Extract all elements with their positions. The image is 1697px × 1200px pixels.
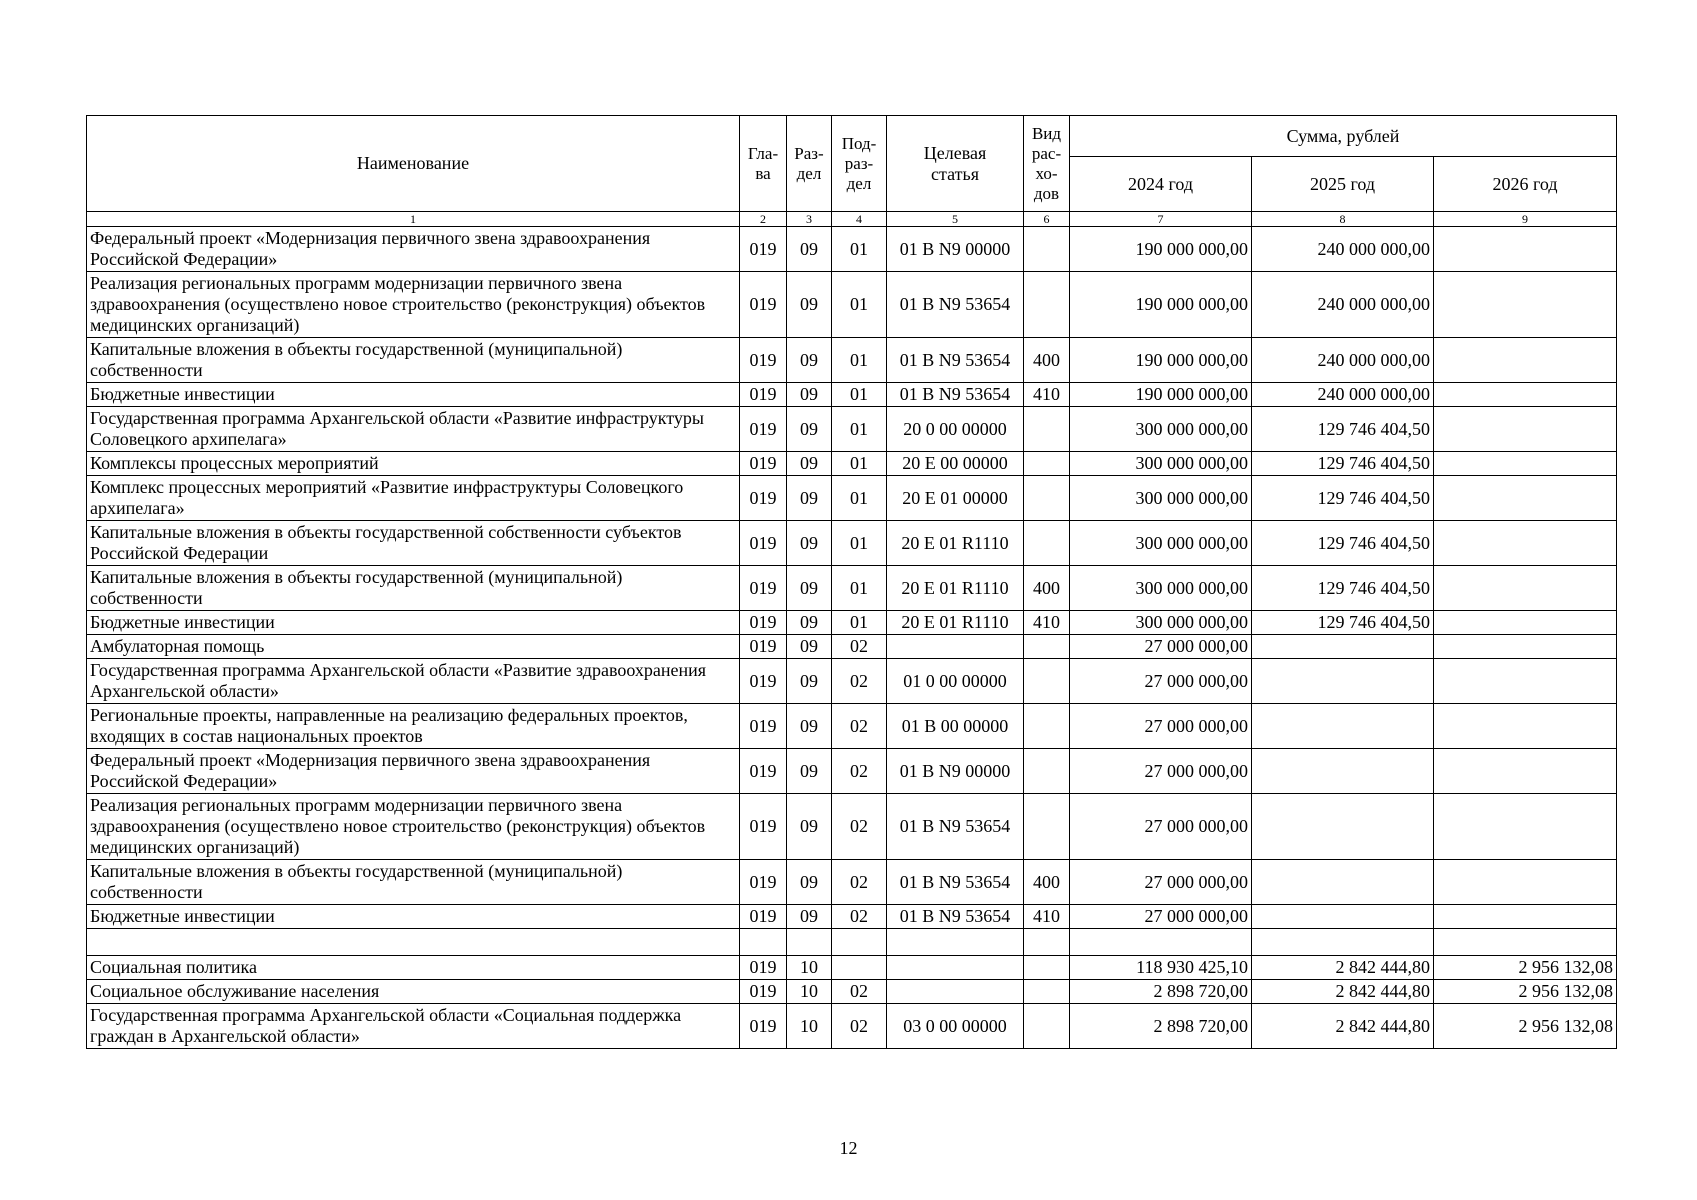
row-sum-2025: 2 842 444,80: [1252, 980, 1434, 1004]
row-sum-2026: [1434, 272, 1617, 338]
row-name: Государственная программа Архангельской области «Развитие здравоохранения Архангельской области»: [87, 659, 740, 704]
row-razdel: 09: [787, 749, 832, 794]
table-row: [87, 659, 1617, 704]
row-celevaya-statya: [887, 956, 1024, 980]
row-sum-2025: 129 746 404,50: [1252, 566, 1434, 611]
row-vid-rashodov: [1024, 635, 1070, 659]
table-row: [87, 956, 1617, 980]
row-sum-2024: 190 000 000,00: [1070, 338, 1252, 383]
row-name: Федеральный проект «Модернизация первичного звена здравоохранения Российской Федерации»: [87, 749, 740, 794]
table-row: [87, 1004, 1617, 1049]
row-celevaya-statya: 01 В 00 00000: [887, 704, 1024, 749]
table-row: [87, 272, 1617, 338]
row-razdel: 09: [787, 383, 832, 407]
row-podrazdel: 02: [832, 860, 887, 905]
row-razdel: 10: [787, 980, 832, 1004]
row-sum-2026: [1434, 929, 1617, 956]
column-number: 6: [1024, 212, 1070, 227]
row-glava: 019: [740, 980, 787, 1004]
row-name: Реализация региональных программ модернизации первичного звена здравоохранения (осуществлено новое строительство (реконструкция) объектов медицинских организаций): [87, 794, 740, 860]
row-sum-2024: 2 898 720,00: [1070, 1004, 1252, 1049]
row-podrazdel: 01: [832, 383, 887, 407]
row-podrazdel: 01: [832, 227, 887, 272]
header-razdel: Раз- дел: [787, 116, 832, 212]
row-celevaya-statya: 03 0 00 00000: [887, 1004, 1024, 1049]
row-sum-2025: [1252, 749, 1434, 794]
table-row: [87, 383, 1617, 407]
row-vid-rashodov: 410: [1024, 383, 1070, 407]
row-sum-2026: 2 956 132,08: [1434, 956, 1617, 980]
header-2025: 2025 год: [1252, 157, 1434, 212]
budget-table: [86, 115, 1617, 1049]
row-sum-2025: [1252, 794, 1434, 860]
row-celevaya-statya: [887, 929, 1024, 956]
row-glava: 019: [740, 452, 787, 476]
row-vid-rashodov: [1024, 476, 1070, 521]
table-row: [87, 452, 1617, 476]
header-podrazdel: Под- раз- дел: [832, 116, 887, 212]
row-podrazdel: 01: [832, 611, 887, 635]
row-podrazdel: 01: [832, 272, 887, 338]
row-glava: 019: [740, 749, 787, 794]
row-glava: 019: [740, 905, 787, 929]
row-podrazdel: 02: [832, 704, 887, 749]
row-glava: 019: [740, 227, 787, 272]
row-sum-2025: 240 000 000,00: [1252, 383, 1434, 407]
row-sum-2024: 2 898 720,00: [1070, 980, 1252, 1004]
row-vid-rashodov: [1024, 956, 1070, 980]
table-row: [87, 929, 1617, 956]
row-sum-2026: [1434, 566, 1617, 611]
row-razdel: 10: [787, 956, 832, 980]
row-sum-2025: [1252, 905, 1434, 929]
row-celevaya-statya: [887, 635, 1024, 659]
row-glava: [740, 929, 787, 956]
row-sum-2026: [1434, 227, 1617, 272]
row-name: Бюджетные инвестиции: [87, 611, 740, 635]
table-row: [87, 980, 1617, 1004]
row-celevaya-statya: 20 Е 01 R1110: [887, 611, 1024, 635]
row-vid-rashodov: 400: [1024, 338, 1070, 383]
row-sum-2025: [1252, 659, 1434, 704]
row-glava: 019: [740, 704, 787, 749]
row-name: Федеральный проект «Модернизация первичного звена здравоохранения Российской Федерации»: [87, 227, 740, 272]
row-sum-2026: [1434, 749, 1617, 794]
row-podrazdel: 01: [832, 407, 887, 452]
row-vid-rashodov: 410: [1024, 905, 1070, 929]
table-row: [87, 476, 1617, 521]
row-glava: 019: [740, 635, 787, 659]
row-sum-2026: [1434, 338, 1617, 383]
column-number: 1: [87, 212, 740, 227]
row-sum-2024: 300 000 000,00: [1070, 452, 1252, 476]
row-vid-rashodov: 410: [1024, 611, 1070, 635]
row-razdel: 09: [787, 338, 832, 383]
row-glava: 019: [740, 794, 787, 860]
row-sum-2025: 129 746 404,50: [1252, 521, 1434, 566]
row-name: Комплексы процессных мероприятий: [87, 452, 740, 476]
row-razdel: 09: [787, 452, 832, 476]
row-podrazdel: 02: [832, 659, 887, 704]
row-sum-2026: [1434, 476, 1617, 521]
table-body: [87, 227, 1617, 1049]
row-name: Амбулаторная помощь: [87, 635, 740, 659]
row-sum-2026: [1434, 794, 1617, 860]
row-name: Бюджетные инвестиции: [87, 383, 740, 407]
table-row: [87, 611, 1617, 635]
row-podrazdel: 02: [832, 1004, 887, 1049]
row-sum-2024: 300 000 000,00: [1070, 611, 1252, 635]
header-vid: Вид рас- хо- дов: [1024, 116, 1070, 212]
row-name: Социальная политика: [87, 956, 740, 980]
column-number-row: [87, 212, 1617, 227]
row-podrazdel: [832, 929, 887, 956]
page-number: 12: [839, 1138, 858, 1158]
row-sum-2026: [1434, 521, 1617, 566]
row-sum-2024: 118 930 425,10: [1070, 956, 1252, 980]
row-sum-2025: 240 000 000,00: [1252, 227, 1434, 272]
row-vid-rashodov: [1024, 227, 1070, 272]
row-sum-2024: 300 000 000,00: [1070, 476, 1252, 521]
row-sum-2024: 300 000 000,00: [1070, 566, 1252, 611]
row-podrazdel: [832, 956, 887, 980]
row-vid-rashodov: [1024, 659, 1070, 704]
row-name: Капитальные вложения в объекты государственной собственности субъектов Российской Федерации: [87, 521, 740, 566]
row-name: Государственная программа Архангельской области «Развитие инфраструктуры Соловецкого архипелага»: [87, 407, 740, 452]
table-row: [87, 407, 1617, 452]
row-glava: 019: [740, 956, 787, 980]
row-sum-2024: 300 000 000,00: [1070, 521, 1252, 566]
row-vid-rashodov: [1024, 980, 1070, 1004]
row-razdel: 09: [787, 227, 832, 272]
row-sum-2024: 27 000 000,00: [1070, 635, 1252, 659]
row-sum-2025: 129 746 404,50: [1252, 407, 1434, 452]
row-name: Реализация региональных программ модернизации первичного звена здравоохранения (осуществлено новое строительство (реконструкция) объектов медицинских организаций): [87, 272, 740, 338]
column-number: 2: [740, 212, 787, 227]
row-sum-2025: 2 842 444,80: [1252, 1004, 1434, 1049]
row-razdel: 09: [787, 566, 832, 611]
row-glava: 019: [740, 566, 787, 611]
row-celevaya-statya: 01 В N9 53654: [887, 860, 1024, 905]
row-name: Государственная программа Архангельской области «Социальная поддержка граждан в Архангельской области»: [87, 1004, 740, 1049]
row-sum-2025: 129 746 404,50: [1252, 452, 1434, 476]
row-sum-2024: 27 000 000,00: [1070, 704, 1252, 749]
row-celevaya-statya: 01 В N9 53654: [887, 338, 1024, 383]
row-podrazdel: 02: [832, 905, 887, 929]
row-razdel: 09: [787, 407, 832, 452]
row-podrazdel: 01: [832, 566, 887, 611]
row-glava: 019: [740, 338, 787, 383]
row-sum-2025: 129 746 404,50: [1252, 611, 1434, 635]
row-glava: 019: [740, 383, 787, 407]
row-name: Капитальные вложения в объекты государственной (муниципальной) собственности: [87, 860, 740, 905]
row-name: Социальное обслуживание населения: [87, 980, 740, 1004]
column-number: 5: [887, 212, 1024, 227]
row-sum-2025: 129 746 404,50: [1252, 476, 1434, 521]
row-sum-2026: 2 956 132,08: [1434, 980, 1617, 1004]
row-vid-rashodov: 400: [1024, 860, 1070, 905]
row-sum-2024: 27 000 000,00: [1070, 659, 1252, 704]
row-sum-2026: [1434, 407, 1617, 452]
row-vid-rashodov: [1024, 929, 1070, 956]
table-row: [87, 860, 1617, 905]
row-razdel: 09: [787, 704, 832, 749]
row-glava: 019: [740, 860, 787, 905]
row-podrazdel: 01: [832, 338, 887, 383]
row-sum-2026: [1434, 452, 1617, 476]
header-celevaya: Целевая статья: [887, 116, 1024, 212]
row-sum-2026: [1434, 704, 1617, 749]
row-name: Бюджетные инвестиции: [87, 905, 740, 929]
row-celevaya-statya: [887, 980, 1024, 1004]
row-vid-rashodov: 400: [1024, 566, 1070, 611]
row-sum-2024: 190 000 000,00: [1070, 383, 1252, 407]
table-row: [87, 227, 1617, 272]
row-name: [87, 929, 740, 956]
row-name: Капитальные вложения в объекты государственной (муниципальной) собственности: [87, 338, 740, 383]
row-sum-2026: [1434, 860, 1617, 905]
row-celevaya-statya: 20 Е 01 00000: [887, 476, 1024, 521]
table-row: [87, 338, 1617, 383]
row-sum-2024: 27 000 000,00: [1070, 794, 1252, 860]
row-celevaya-statya: 20 0 00 00000: [887, 407, 1024, 452]
row-podrazdel: 02: [832, 635, 887, 659]
header-row-1: [87, 116, 1617, 157]
header-2024: 2024 год: [1070, 157, 1252, 212]
row-razdel: 09: [787, 521, 832, 566]
row-celevaya-statya: 01 В N9 53654: [887, 794, 1024, 860]
table-row: [87, 794, 1617, 860]
row-sum-2025: [1252, 635, 1434, 659]
table-row: [87, 704, 1617, 749]
row-celevaya-statya: 01 В N9 53654: [887, 272, 1024, 338]
row-podrazdel: 01: [832, 476, 887, 521]
row-vid-rashodov: [1024, 749, 1070, 794]
header-summa: Сумма, рублей: [1070, 116, 1617, 157]
row-podrazdel: 01: [832, 452, 887, 476]
row-razdel: 09: [787, 905, 832, 929]
row-celevaya-statya: 01 0 00 00000: [887, 659, 1024, 704]
row-vid-rashodov: [1024, 794, 1070, 860]
row-sum-2024: 300 000 000,00: [1070, 407, 1252, 452]
row-vid-rashodov: [1024, 704, 1070, 749]
row-vid-rashodov: [1024, 452, 1070, 476]
column-number: 7: [1070, 212, 1252, 227]
row-glava: 019: [740, 272, 787, 338]
row-razdel: [787, 929, 832, 956]
row-glava: 019: [740, 407, 787, 452]
row-celevaya-statya: 01 В N9 53654: [887, 383, 1024, 407]
row-celevaya-statya: 20 Е 01 R1110: [887, 521, 1024, 566]
row-vid-rashodov: [1024, 1004, 1070, 1049]
row-sum-2024: 27 000 000,00: [1070, 749, 1252, 794]
row-sum-2026: [1434, 659, 1617, 704]
row-sum-2024: 190 000 000,00: [1070, 227, 1252, 272]
row-glava: 019: [740, 1004, 787, 1049]
row-sum-2024: 190 000 000,00: [1070, 272, 1252, 338]
row-razdel: 09: [787, 794, 832, 860]
row-podrazdel: 02: [832, 794, 887, 860]
table-row: [87, 566, 1617, 611]
row-sum-2025: [1252, 929, 1434, 956]
row-podrazdel: 01: [832, 521, 887, 566]
row-vid-rashodov: [1024, 521, 1070, 566]
row-celevaya-statya: 20 Е 01 R1110: [887, 566, 1024, 611]
row-sum-2024: 27 000 000,00: [1070, 905, 1252, 929]
row-sum-2026: [1434, 635, 1617, 659]
row-razdel: 09: [787, 659, 832, 704]
row-sum-2025: [1252, 704, 1434, 749]
row-celevaya-statya: 01 В N9 53654: [887, 905, 1024, 929]
row-vid-rashodov: [1024, 407, 1070, 452]
row-podrazdel: 02: [832, 749, 887, 794]
column-number: 4: [832, 212, 887, 227]
row-sum-2025: 2 842 444,80: [1252, 956, 1434, 980]
row-celevaya-statya: 20 Е 00 00000: [887, 452, 1024, 476]
table-row: [87, 749, 1617, 794]
header-glava: Гла- ва: [740, 116, 787, 212]
row-razdel: 09: [787, 476, 832, 521]
row-sum-2024: [1070, 929, 1252, 956]
row-razdel: 09: [787, 860, 832, 905]
row-sum-2026: [1434, 611, 1617, 635]
row-razdel: 09: [787, 272, 832, 338]
row-name: Капитальные вложения в объекты государственной (муниципальной) собственности: [87, 566, 740, 611]
row-razdel: 09: [787, 611, 832, 635]
row-sum-2026: [1434, 905, 1617, 929]
row-vid-rashodov: [1024, 272, 1070, 338]
row-sum-2026: 2 956 132,08: [1434, 1004, 1617, 1049]
table-row: [87, 521, 1617, 566]
row-glava: 019: [740, 659, 787, 704]
row-sum-2024: 27 000 000,00: [1070, 860, 1252, 905]
row-podrazdel: 02: [832, 980, 887, 1004]
row-sum-2025: 240 000 000,00: [1252, 272, 1434, 338]
table-row: [87, 905, 1617, 929]
row-glava: 019: [740, 521, 787, 566]
row-celevaya-statya: 01 В N9 00000: [887, 749, 1024, 794]
row-sum-2025: [1252, 860, 1434, 905]
header-2026: 2026 год: [1434, 157, 1617, 212]
column-number: 8: [1252, 212, 1434, 227]
column-number: 9: [1434, 212, 1617, 227]
row-razdel: 09: [787, 635, 832, 659]
table-row: [87, 635, 1617, 659]
column-number: 3: [787, 212, 832, 227]
header-name: Наименование: [87, 116, 740, 212]
row-razdel: 10: [787, 1004, 832, 1049]
row-name: Региональные проекты, направленные на реализацию федеральных проектов, входящих в состав национальных проектов: [87, 704, 740, 749]
row-name: Комплекс процессных мероприятий «Развитие инфраструктуры Соловецкого архипелага»: [87, 476, 740, 521]
row-sum-2026: [1434, 383, 1617, 407]
row-glava: 019: [740, 611, 787, 635]
row-sum-2025: 240 000 000,00: [1252, 338, 1434, 383]
row-glava: 019: [740, 476, 787, 521]
row-celevaya-statya: 01 В N9 00000: [887, 227, 1024, 272]
